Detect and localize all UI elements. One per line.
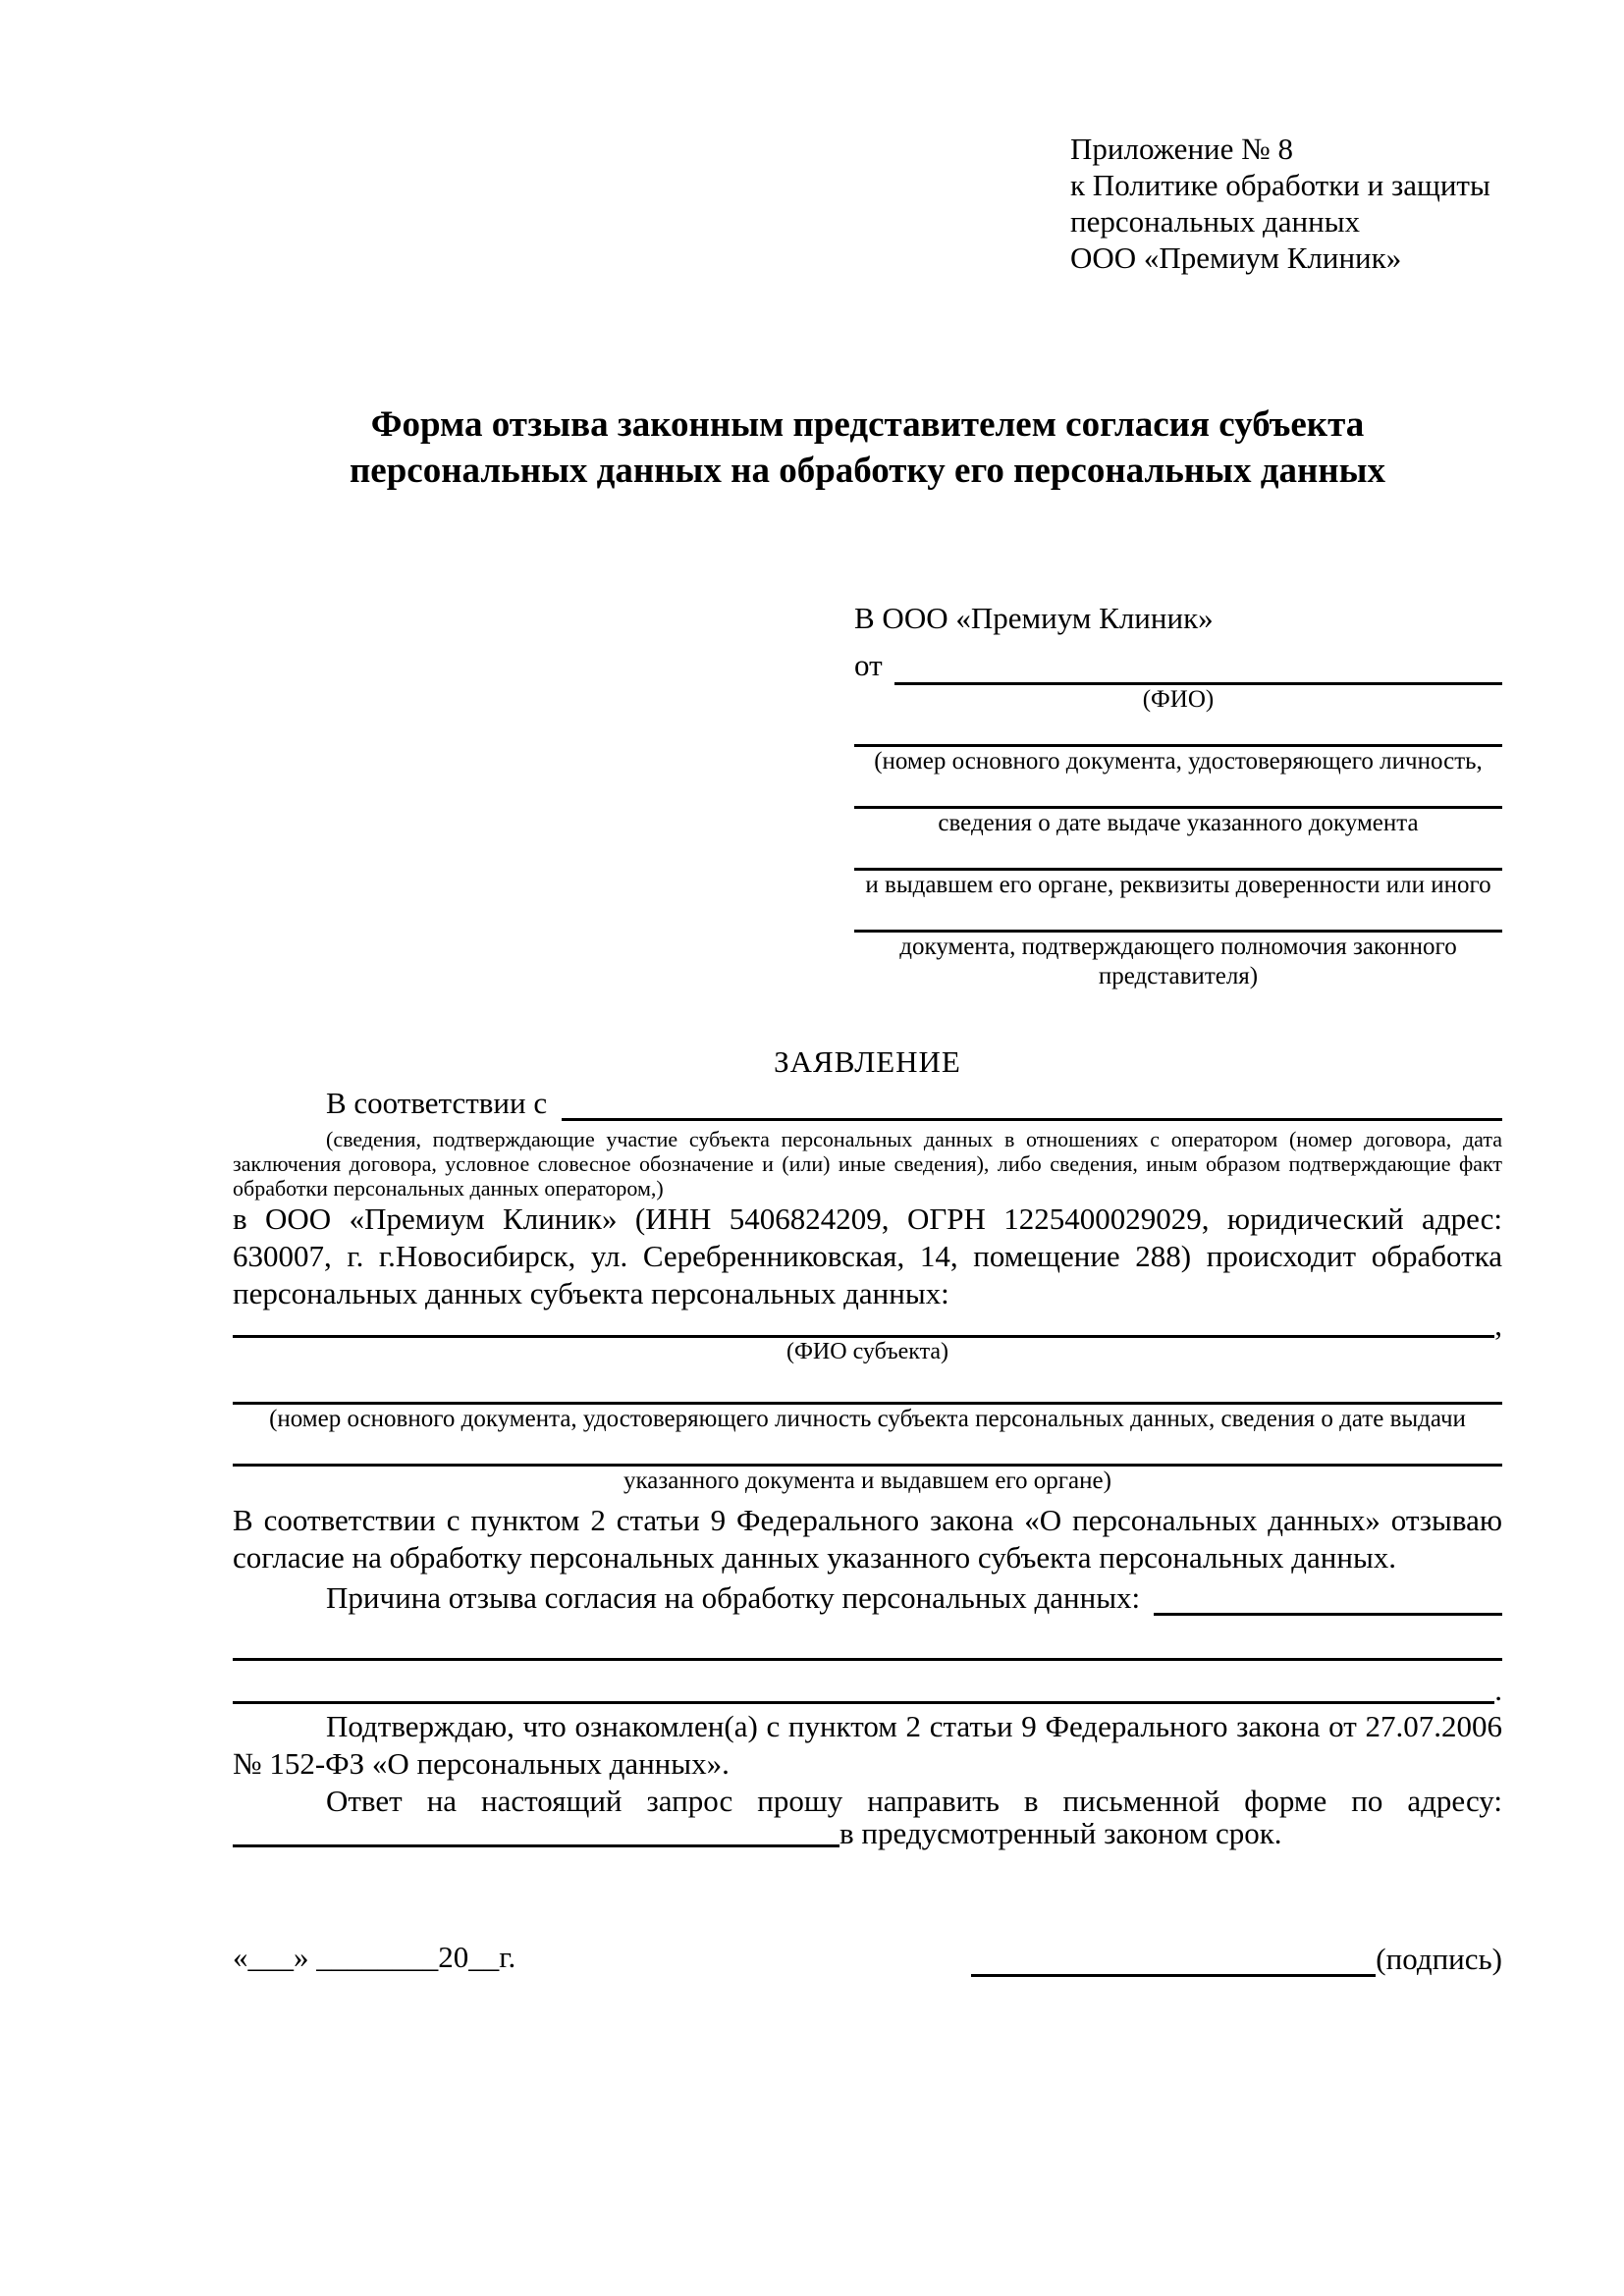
subject-fio-field <box>233 1308 1502 1342</box>
subject-document-blank-line-2 <box>233 1434 1502 1467</box>
fio-caption: (ФИО) <box>1142 686 1215 713</box>
subject-document-blank-line-1 <box>233 1365 1502 1405</box>
addressee-organization: В ООО «Премиум Клиник» <box>854 601 1214 635</box>
reason-blank-line-3 <box>233 1661 1502 1707</box>
representative-document-caption-1: (номер основного документа, удостоверяющего личность, <box>874 748 1483 774</box>
appendix-line-1: Приложение № 8 <box>1070 132 1293 166</box>
statement-heading: ЗАЯВЛЕНИЕ <box>774 1044 961 1079</box>
date-field: «___» ________20__г. <box>233 1940 516 1974</box>
basis-label: В соответствии с <box>326 1086 548 1120</box>
representative-document-blank-line-3 <box>854 838 1502 871</box>
representative-document-blank-line-2 <box>854 776 1502 809</box>
from-field <box>854 640 1502 685</box>
representative-document-caption-4: документа, подтверждающего полномочия законного представителя) <box>899 934 1457 989</box>
subject-fio-caption: (ФИО субъекта) <box>785 1339 949 1364</box>
subject-document-caption-bottom: указанного документа и выдавшем его органе) <box>623 1468 1111 1494</box>
confirmation-paragraph: Подтверждаю, что ознакомлен(а) с пунктом 2 статьи 9 Федерального закона от 27.07.2006 № 152-ФЗ «О персональных данных». <box>233 1709 1502 1781</box>
signature-row <box>233 1938 1502 1977</box>
representative-document-blank-line-1 <box>854 715 1502 747</box>
representative-document-caption-2: сведения о дате выдаче указанного документа <box>938 810 1419 836</box>
reason-blank-line-2 <box>233 1616 1502 1661</box>
from-blank-line <box>894 650 1502 685</box>
subject-document-caption-top: (номер основного документа, удостоверяющего личность субъекта персональных данных, сведения о дате выдачи <box>269 1406 1466 1432</box>
signature-caption: (подпись) <box>1376 1942 1502 1976</box>
from-label: от <box>854 648 883 682</box>
signature-blank-line <box>971 1944 1376 1977</box>
title-line-1: Форма отзыва законным представителем согласия субъекта <box>370 404 1365 445</box>
basis-note: (сведения, подтверждающие участие субъекта персональных данных в отношениях с оператором (номер договора, дата заключения договора, условное словесное обозначение и (или) иные сведения), либо сведения, иным образом подтверждающие факт обработки персональных данных оператором,) <box>233 1127 1502 1201</box>
operator-paragraph: в ООО «Премиум Клиник» (ИНН 5406824209, ОГРН 1225400029029, юридический адрес: 630007, г. г.Новосибирск, ул. Серебренниковская, 14, помещение 288) происходит обработка персональных данных субъекта персональных данных: <box>233 1201 1502 1310</box>
signature-field <box>971 1942 1502 1977</box>
subject-fio-blank-line <box>233 1314 1494 1338</box>
document-title <box>233 401 1502 494</box>
reply-paragraph: Ответ на настоящий запрос прошу направить в письменной форме по адресу: <box>326 1784 1502 1818</box>
reply-tail: в предусмотренный законом срок. <box>839 1816 1282 1850</box>
addressee-block <box>854 597 1502 991</box>
reason-label: Причина отзыва согласия на обработку персональных данных: <box>326 1580 1141 1615</box>
basis-field <box>233 1082 1502 1121</box>
representative-document-caption-3: и выдавшем его органе, реквизиты доверенности или иного <box>865 872 1491 898</box>
reason-blank-line-1 <box>1154 1582 1502 1616</box>
reply-address-blank-line <box>233 1824 839 1847</box>
title-line-2: персональных данных на обработку его персональных данных <box>349 451 1385 491</box>
appendix-line-3: персональных данных <box>1070 204 1361 239</box>
subject-fio-comma: , <box>1494 1308 1502 1342</box>
withdrawal-paragraph: В соответствии с пунктом 2 статьи 9 Федерального закона «О персональных данных» отзываю согласие на обработку персональных данных указанного субъекта персональных данных. <box>233 1503 1502 1575</box>
representative-document-blank-line-4 <box>854 900 1502 933</box>
reason-field <box>233 1576 1502 1616</box>
reason-blank-line-3-rule <box>233 1667 1494 1704</box>
appendix-line-4: ООО «Премиум Клиник» <box>1070 240 1402 275</box>
basis-blank-line <box>562 1088 1502 1121</box>
reason-period: . <box>1494 1673 1502 1707</box>
appendix-line-2: к Политике обработки и защиты <box>1070 168 1490 202</box>
reply-address-field <box>233 1816 1502 1850</box>
appendix-header <box>1070 131 1502 276</box>
